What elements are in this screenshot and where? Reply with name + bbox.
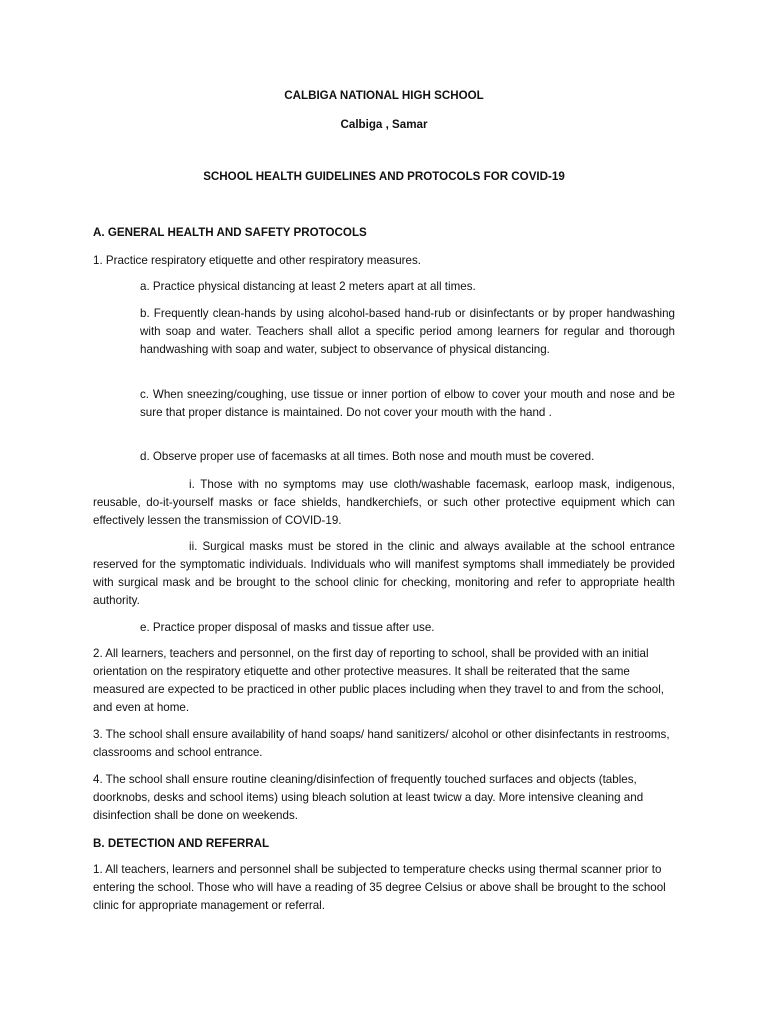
document-title: SCHOOL HEALTH GUIDELINES AND PROTOCOLS FOR COVID-19 <box>203 170 565 183</box>
section-a-item-1d: d. Observe proper use of facemasks at all times. Both nose and mouth must be covered. <box>140 450 595 463</box>
section-a-item-1b: b. Frequently clean-hands by using alcohol-based hand-rub or disinfectants or by proper handwashing with soap and water. Teachers shall allot a specific period among learners for regular and thorough handwashing with soap and water, subject to observance of physical distancing. <box>140 307 675 356</box>
section-a-item-2: 2. All learners, teachers and personnel, on the first day of reporting to school, shall be provided with an initial orientation on the respiratory etiquette and other protective measures. It shall be reiterated that the same measured are expected to be practiced in other public places including when they travel to and from the school, and even at home. <box>93 647 665 714</box>
school-name: CALBIGA NATIONAL HIGH SCHOOL <box>284 89 484 102</box>
section-a-item-1e: e. Practice proper disposal of masks and tissue after use. <box>140 621 435 634</box>
section-a-item-3: 3. The school shall ensure availability of hand soaps/ hand sanitizers/ alcohol or other disinfectants in restrooms, classrooms and school entrance. <box>93 728 670 759</box>
section-a-item-1: 1. Practice respiratory etiquette and other respiratory measures. <box>93 254 421 267</box>
section-a-item-4: 4. The school shall ensure routine cleaning/disinfection of frequently touched surfaces and objects (tables, doorknobs, desks and school items) using bleach solution at least twicw a day. More intensive cleaning and disinfection shall be done on weekends. <box>93 773 644 822</box>
school-location: Calbiga , Samar <box>340 118 428 131</box>
section-a-item-1c: c. When sneezing/coughing, use tissue or inner portion of elbow to cover your mouth and nose and be sure that proper distance is maintained. Do not cover your mouth with the hand . <box>140 388 675 419</box>
section-a-item-1d-ii: ii. Surgical masks must be stored in the clinic and always available at the school entrance reserved for the symptomatic individuals. Individuals who will manifest symptoms shall immediately be provided with surgical mask and be brought to the school clinic for checking, monitoring and refer to appropriate health authority. <box>93 540 675 607</box>
section-b-heading: B. DETECTION AND REFERRAL <box>93 837 270 850</box>
section-a-item-1d-i: i. Those with no symptoms may use cloth/washable facemask, earloop mask, indigenous, reusable, do-it-yourself masks or face shields, handkerchiefs, or such other protective equipment which can effectively lessen the transmission of COVID-19. <box>93 478 675 527</box>
section-b-item-1: 1. All teachers, learners and personnel shall be subjected to temperature checks using thermal scanner prior to entering the school. Those who will have a reading of 35 degree Celsius or above shall be brought to the school clinic for appropriate management or referral. <box>93 863 666 912</box>
section-a-item-1a: a. Practice physical distancing at least 2 meters apart at all times. <box>140 280 476 293</box>
section-a-heading: A. GENERAL HEALTH AND SAFETY PROTOCOLS <box>93 226 367 239</box>
